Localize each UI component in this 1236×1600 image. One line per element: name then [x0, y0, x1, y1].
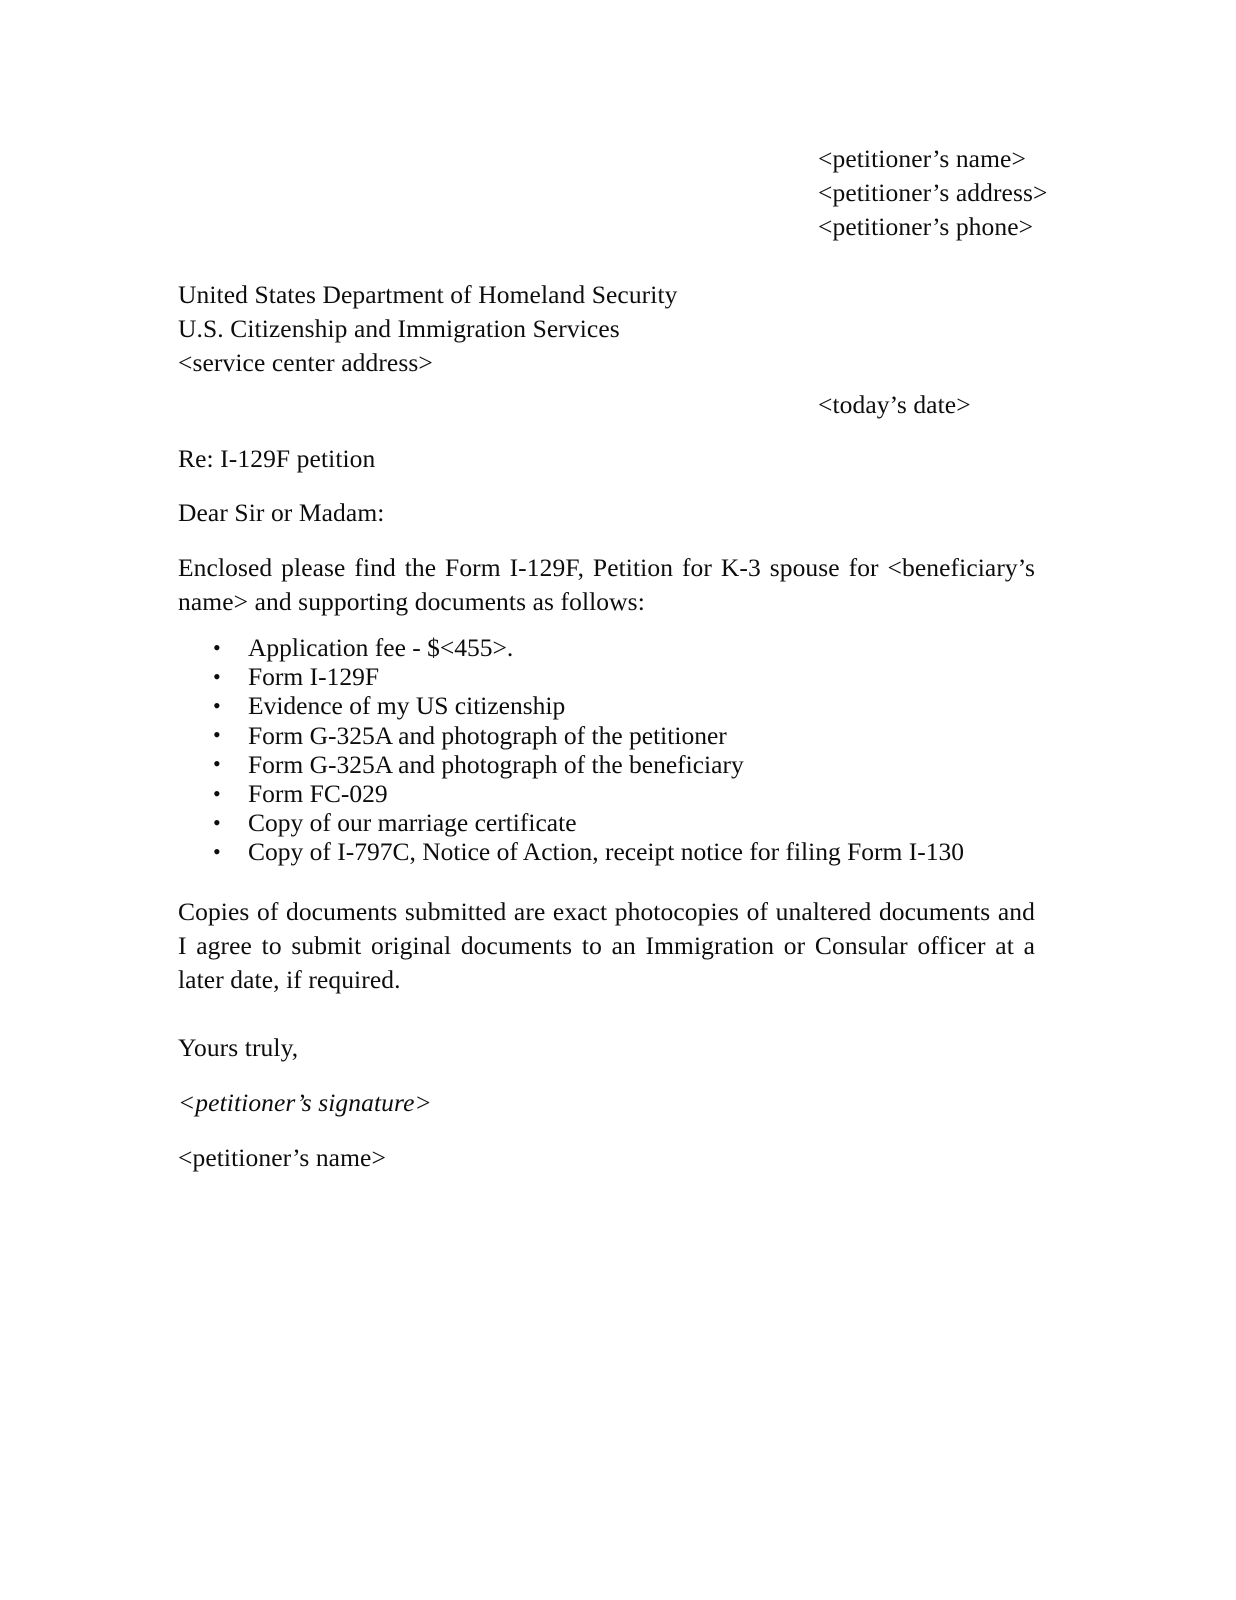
recipient-address-block	[178, 278, 1035, 380]
recipient-bureau: U.S. Citizenship and Immigration Services	[178, 314, 620, 343]
sender-phone: <petitioner’s phone>	[818, 212, 1034, 241]
list-item: • Form G-325A and photograph of the beneficiary	[178, 750, 1035, 779]
sender-address: <petitioner’s address>	[818, 178, 1048, 207]
recipient-service-center-address: <service center address>	[178, 348, 433, 377]
list-item: • Form I-129F	[178, 662, 1035, 691]
list-item: • Form G-325A and photograph of the petitioner	[178, 721, 1035, 750]
signer-name: <petitioner’s name>	[178, 1143, 386, 1172]
date-placeholder: <today’s date>	[818, 390, 971, 419]
enclosure-list	[178, 633, 1035, 867]
intro-paragraph-container	[178, 551, 1035, 619]
closing-text: Yours truly,	[178, 1033, 299, 1062]
salutation-text: Dear Sir or Madam:	[178, 498, 385, 527]
subject-line-container	[178, 442, 1035, 476]
certification-paragraph: Copies of documents submitted are exact photocopies of unaltered documents and I agree to submit original documents to an Immigration or Consular officer at a later date, if required.	[178, 897, 1035, 994]
list-item: • Form FC-029	[178, 779, 1035, 808]
sender-address-block	[818, 142, 1236, 244]
certification-paragraph-container	[178, 895, 1035, 997]
letter-body	[178, 0, 1048, 1600]
signature-placeholder: <petitioner’s signature>	[178, 1088, 432, 1117]
date-line	[818, 388, 1236, 422]
list-item: • Evidence of my US citizenship	[178, 691, 1035, 720]
list-item: • Copy of I-797C, Notice of Action, receipt notice for filing Form I-130	[178, 837, 1035, 866]
signature-container	[178, 1086, 1035, 1120]
closing-container	[178, 1031, 1035, 1065]
signer-name-container	[178, 1141, 1035, 1175]
subject-line: Re: I-129F petition	[178, 444, 376, 473]
intro-paragraph: Enclosed please find the Form I-129F, Petition for K-3 spouse for <beneficiary’s name> and supporting documents as follows:	[178, 553, 1035, 616]
salutation-container	[178, 496, 1035, 530]
list-item: • Copy of our marriage certificate	[178, 808, 1035, 837]
list-item: • Application fee - $<455>.	[178, 633, 1035, 662]
sender-name: <petitioner’s name>	[818, 144, 1026, 173]
recipient-agency: United States Department of Homeland Security	[178, 280, 678, 309]
